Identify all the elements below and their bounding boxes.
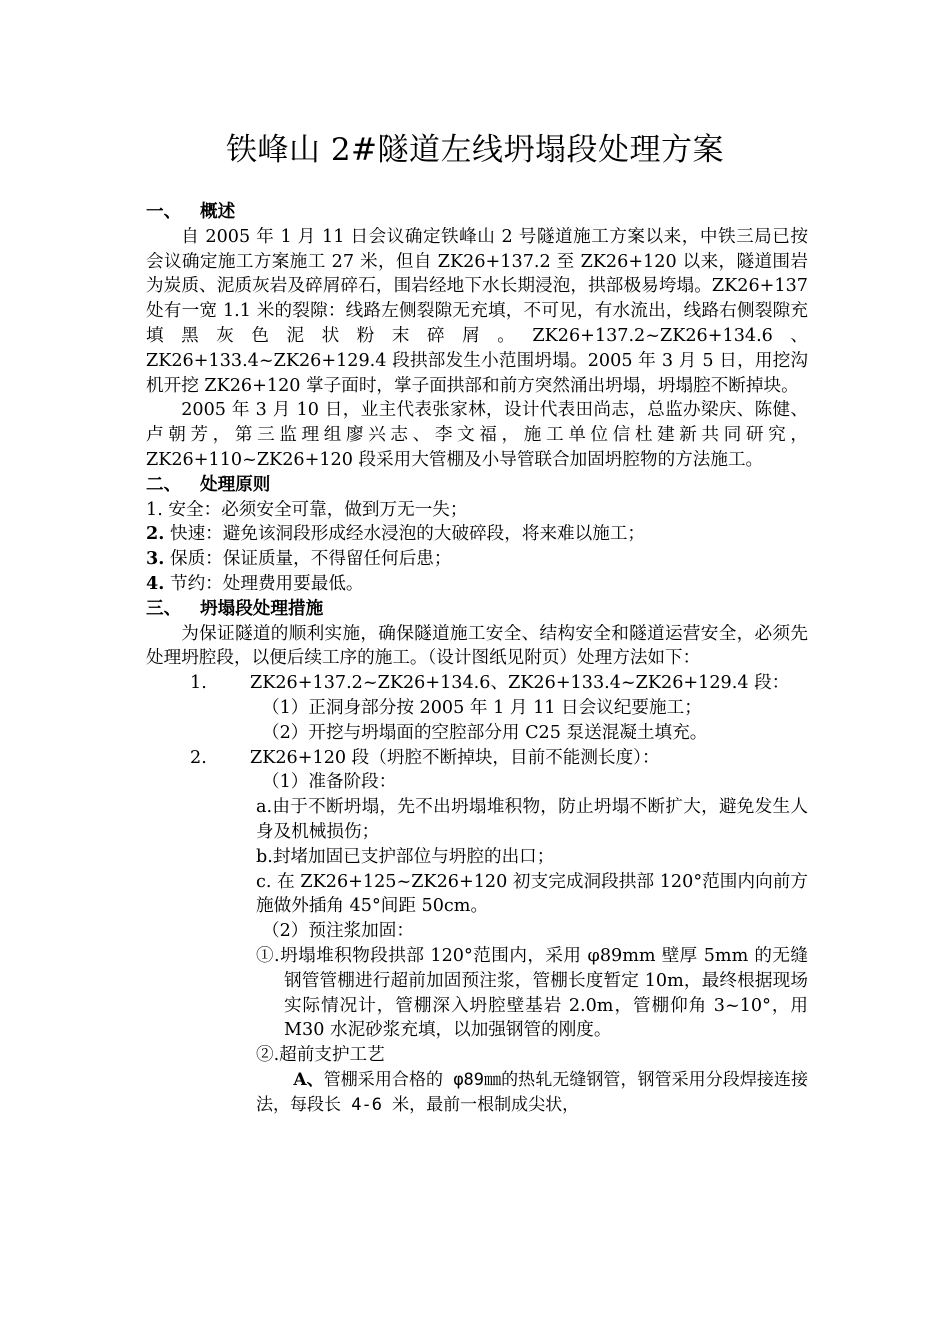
section-1-paragraph-2: 2005 年 3 月 10 日，业主代表张家林，设计代表田尚志，总监办梁庆、陈健、卢朝芳，第三监理组廖兴志、李文福，施工单位信杜建新共同研究，ZK26+110~ZK26+120 段采用大管棚及小导管联合加固坍腔物的方法施工。: [146, 400, 808, 470]
section-3-heading: 三、 坍塌段处理措施: [146, 597, 324, 619]
pregrouting-item-1: ①.坍塌堆积物段拱部 120°范围内，采用 φ89mm 壁厚 5mm 的无缝钢管管棚进行超前加固预注浆，管棚长度暂定 10m，最终根据现场实际情况计，管棚深入坍腔壁基岩 2.0m，管棚仰角 3~10°，用 M30 水泥砂浆充填，以加强钢管的刚度。: [256, 945, 808, 1041]
principle-item: 1. 安全：必须安全可靠，做到万无一失；: [146, 499, 468, 520]
measure-2: 2. ZK26+120 段（坍腔不断掉块，目前不能测长度）：: [146, 746, 808, 771]
measure-1-title: ZK26+137.2~ZK26+134.6、ZK26+133.4~ZK26+129.4 段：: [250, 673, 790, 694]
prep-item-b: b.封堵加固已支护部位与坍腔的出口；: [256, 846, 555, 867]
pregrouting-heading: （2）预注浆加固：: [262, 921, 414, 942]
measure-1-item-1: （1）正洞身部分按 2005 年 1 月 11 日会议纪要施工；: [262, 697, 702, 718]
pipe-shed-paragraph: A、管棚采用合格的 φ89㎜的热轧无缝钢管，钢管采用分段焊接连接法，每段长 4-6 米，最前一根制成尖状，: [256, 1069, 808, 1115]
prep-item-a: a.由于不断坍塌，先不出坍塌堆积物，防止坍塌不断扩大，避免发生人身及机械损伤；: [256, 797, 808, 842]
measure-1-item-2: （2）开挖与坍塌面的空腔部分用 C25 泵送混凝土填充。: [262, 722, 708, 743]
document-body: [146, 200, 808, 1117]
section-1-paragraph-1: 自 2005 年 1 月 11 日会议确定铁峰山 2 号隧道施工方案以来，中铁三局已按会议确定施工方案施工 27 米，但自 ZK26+137.2 至 ZK26+120 以来，隧道围岩为炭质、泥质灰岩及碎屑碎石，围岩经地下水长期浸泡，拱部极易垮塌。ZK26+137 处有一宽 1.1 米的裂隙：线路左侧裂隙无充填，不可见，有水流出，线路右侧裂隙充填黑灰色泥状粉末碎屑。ZK26+137.2~ZK26+134.6、ZK26+133.4~ZK26+129.4 段拱部发生小范围坍塌。2005 年 3 月 5 日，用挖沟机开挖 ZK26+120 掌子面时，掌子面拱部和前方突然涌出坍塌，坍塌腔不断掉块。: [146, 226, 808, 396]
section-1-heading: 一、 概述: [146, 201, 236, 222]
section-2-heading: 二、 处理原则: [146, 473, 271, 495]
measure-2-title: ZK26+120 段（坍腔不断掉块，目前不能测长度）：: [250, 747, 660, 768]
principle-item: 4. 节约：处理费用要最低。: [146, 572, 364, 594]
section-3-intro: 为保证隧道的顺利实施，确保隧道施工安全、结构安全和隧道运营安全，必须先处理坍腔段，以便后续工序的施工。（设计图纸见附页）处理方法如下：: [146, 623, 808, 669]
principle-item: 2. 快速：避免该洞段形成经水浸泡的大破碎段，将来难以施工；: [146, 523, 646, 545]
document-title: 铁峰山 2#隧道左线坍塌段处理方案: [225, 132, 725, 168]
measure-1: 1. ZK26+137.2~ZK26+134.6、ZK26+133.4~ZK26+129.4 段：: [146, 671, 808, 696]
prep-item-c: c. 在 ZK26+125~ZK26+120 初支完成洞段拱部 120°范围内向前方施做外插角 45°间距 50cm。: [256, 871, 808, 917]
pregrouting-item-2: ②.超前支护工艺: [256, 1045, 385, 1066]
prep-stage-heading: （1）准备阶段：: [262, 772, 397, 793]
principle-item: 3. 保质：保证质量，不得留任何后患；: [146, 548, 452, 570]
